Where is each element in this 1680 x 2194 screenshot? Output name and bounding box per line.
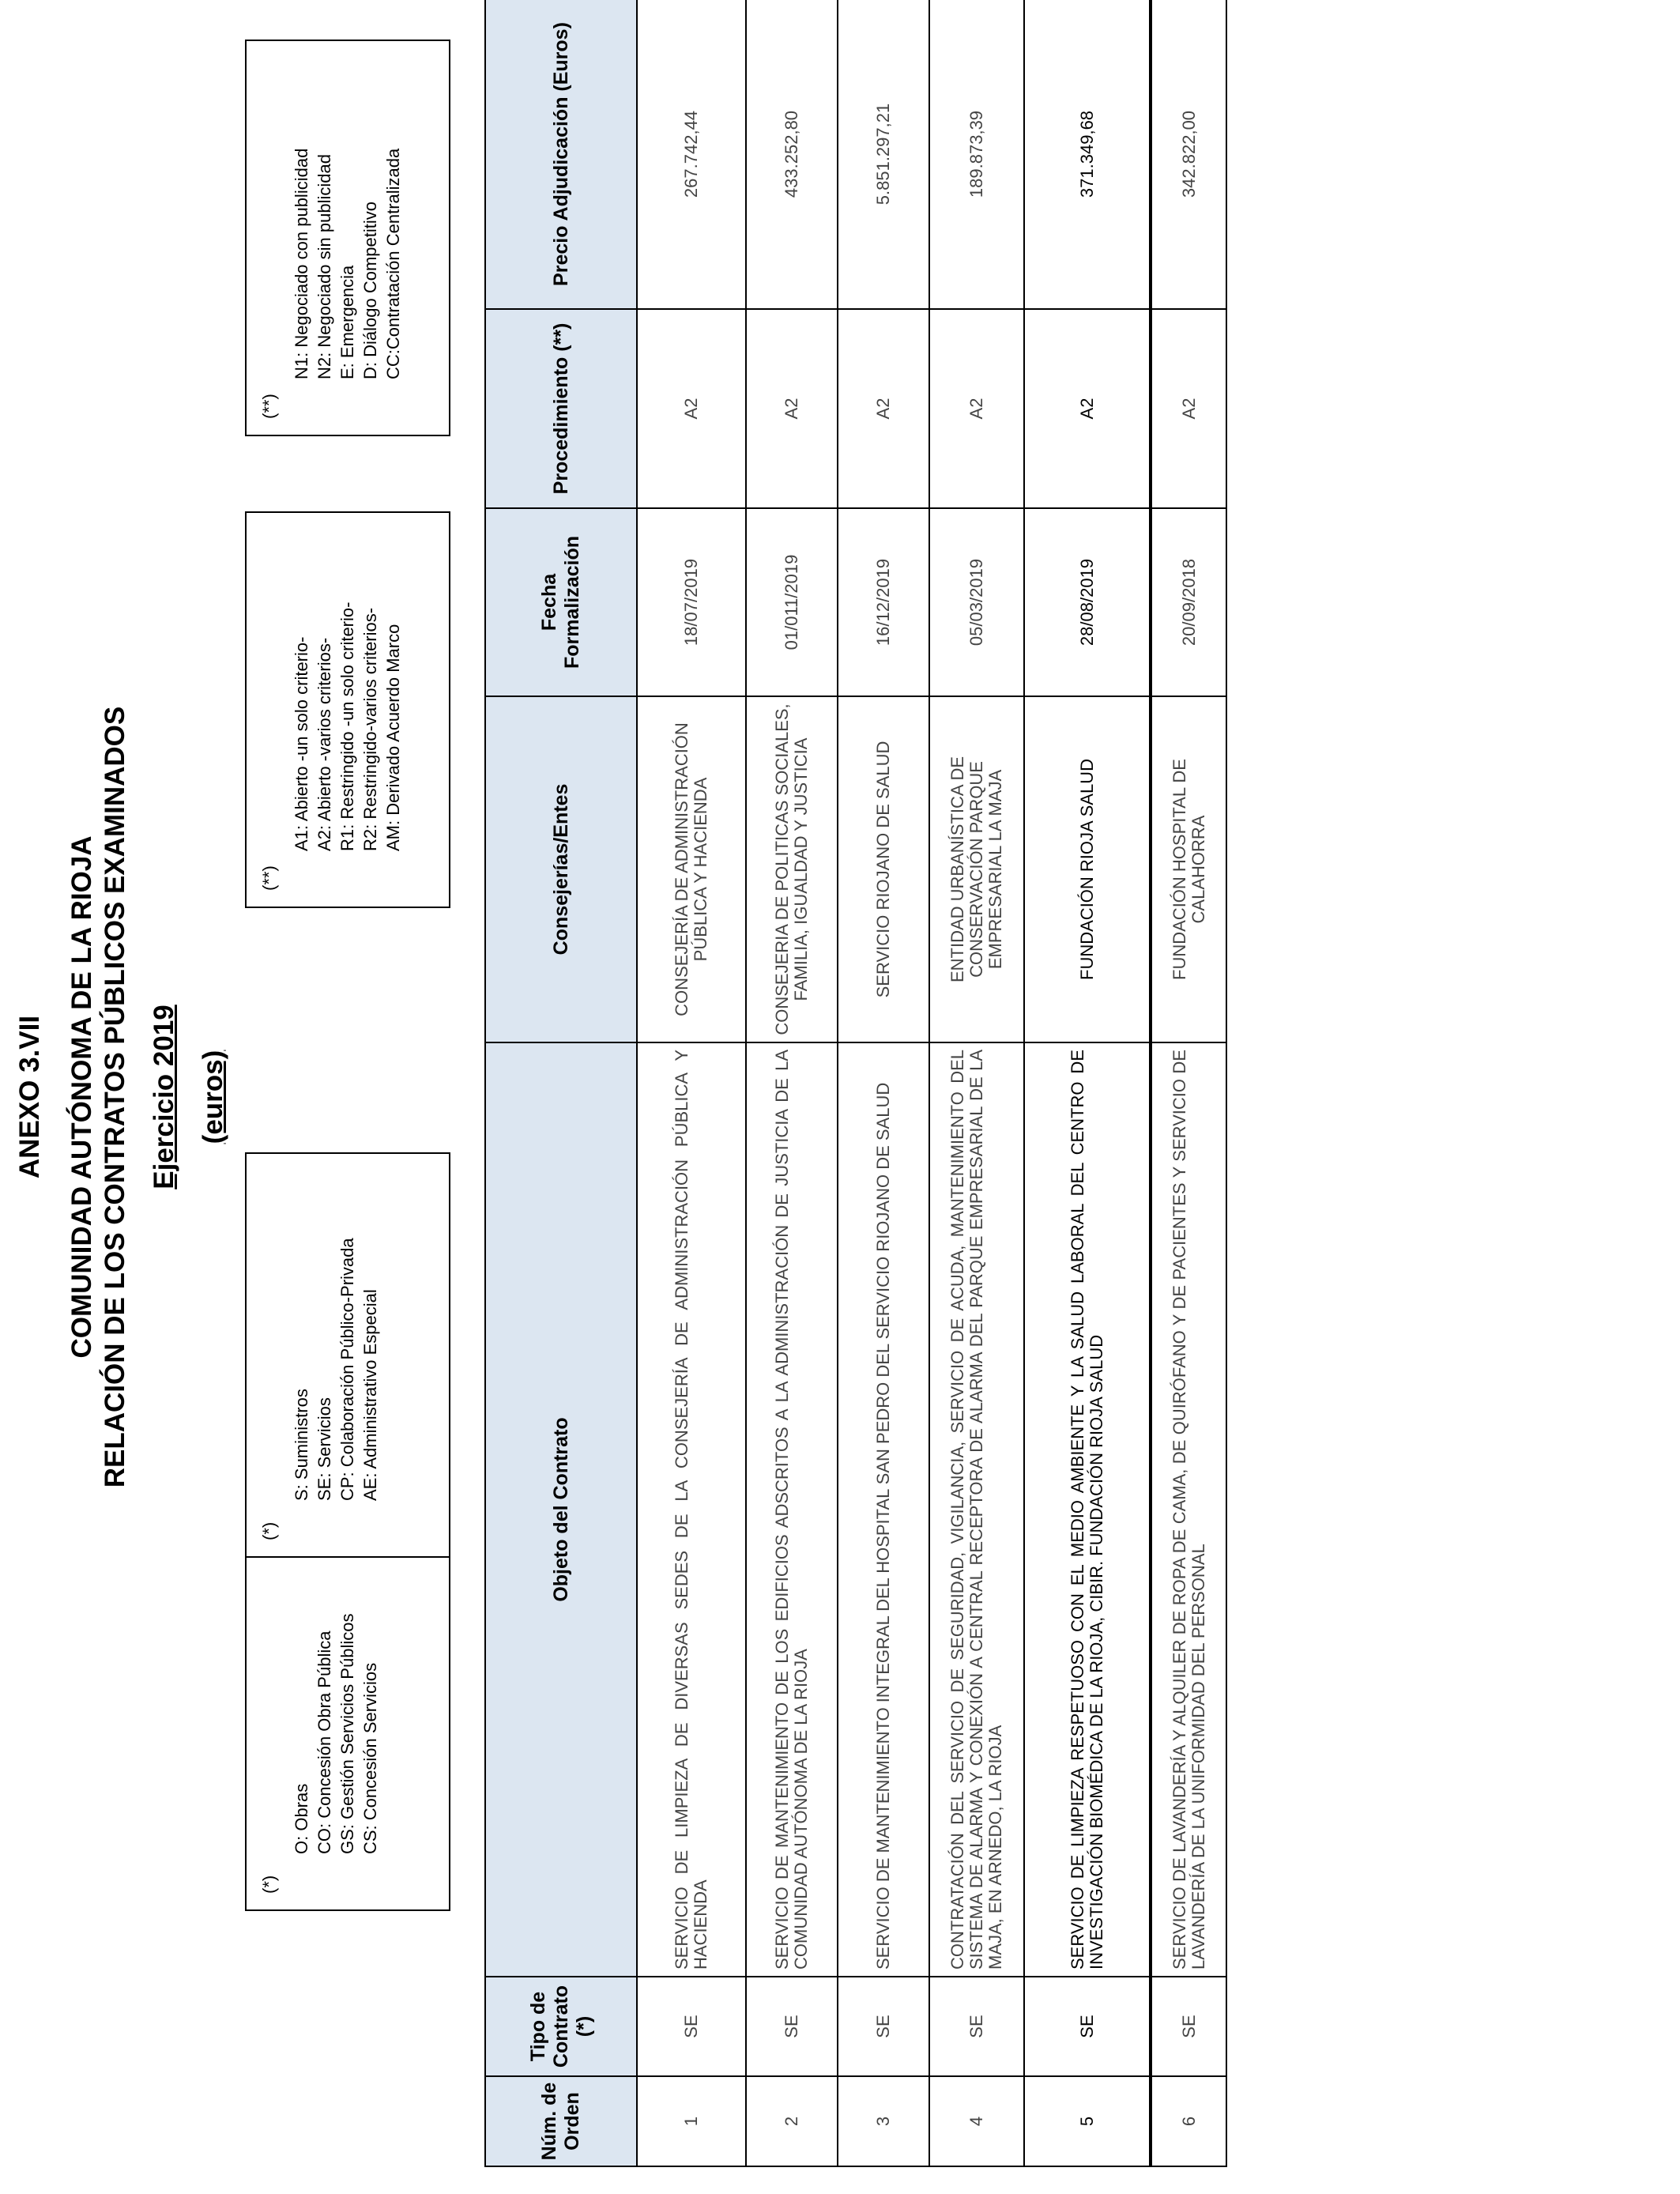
- fiscal-year: Ejercicio 2019: [149, 1005, 179, 1189]
- cell-date: 18/07/2019: [637, 508, 746, 696]
- legend-item: CO: Concesión Obra Pública: [315, 1630, 334, 1854]
- cell-type: SE: [746, 1977, 838, 2076]
- cell-date: 16/12/2019: [838, 508, 929, 696]
- header-date: Fecha Formalización: [485, 508, 637, 696]
- cell-num: 1: [637, 2076, 746, 2166]
- cell-object: SERVICIO DE LAVANDERÍA Y ALQUILER DE ROPA DE CAMA, DE QUIRÓFANO Y DE PACIENTES Y SERVICIO DE LAVANDERÍA DE LA UNIFORMIDAD DEL PERSONAL: [1151, 1042, 1226, 1977]
- cell-object: SERVICIO DE LIMPIEZA DE DIVERSAS SEDES DE LA CONSEJERÍA DE ADMINISTRACIÓN PÚBLICA Y HACIENDA: [637, 1042, 746, 1977]
- cell-procedure: A2: [838, 309, 929, 508]
- legend-marker: (*): [259, 1521, 279, 1540]
- table-row: [1151, 0, 1226, 2166]
- legend-marker: (**): [259, 865, 279, 891]
- cell-procedure: A2: [1024, 309, 1151, 508]
- table-row: [637, 0, 746, 2166]
- cell-entity: ENTIDAD URBANÍSTICA DE CONSERVACIÓN PARQUE EMPRESARIAL LA MAJA: [929, 696, 1024, 1042]
- cell-procedure: A2: [746, 309, 838, 508]
- legend-contract-types-2: [245, 1152, 450, 1558]
- cell-date: 20/09/2018: [1151, 508, 1226, 696]
- cell-type: SE: [637, 1977, 746, 2076]
- legend-item: D: Diálogo Competitivo: [360, 202, 380, 379]
- legend-item: R2: Restringido-varios criterios-: [360, 607, 380, 851]
- cell-procedure: A2: [929, 309, 1024, 508]
- legend-item: GS: Gestión Servicios Públicos: [337, 1613, 357, 1854]
- legend-item: A1: Abierto -un solo criterio-: [292, 636, 311, 851]
- header-type: Tipo de Contrato (*): [485, 1977, 637, 2076]
- table-row: [838, 0, 929, 2166]
- cell-type: SE: [1024, 1977, 1151, 2076]
- cell-object: SERVICIO DE MANTENIMIENTO INTEGRAL DEL HOSPITAL SAN PEDRO DEL SERVICIO RIOJANO DE SALUD: [838, 1042, 929, 1977]
- cell-entity: CONSEJERÍA DE ADMINISTRACIÓN PÚBLICA Y HACIENDA: [637, 696, 746, 1042]
- cell-date: 28/08/2019: [1024, 508, 1151, 696]
- legend-item: CS: Concesión Servicios: [360, 1662, 380, 1854]
- cell-procedure: A2: [637, 309, 746, 508]
- legend-item: N2: Negociado sin publicidad: [315, 154, 334, 379]
- legend-item: CC:Contratación Centralizada: [383, 148, 403, 379]
- cell-price: 189.873,39: [929, 0, 1024, 309]
- legend-item: N1: Negociado con publicidad: [292, 148, 311, 379]
- cell-object: SERVICIO DE LIMPIEZA RESPETUOSO CON EL MEDIO AMBIENTE Y LA SALUD LABORAL DEL CENTRO DE INVESTIGACIÓN BIOMÉDICA DE LA RIOJA, CIBIR. FUNDACIÓN RIOJA SALUD: [1024, 1042, 1151, 1977]
- cell-num: 4: [929, 2076, 1024, 2166]
- report-title: RELACIÓN DE LOS CONTRATOS PÚBLICOS EXAMINADOS: [100, 706, 130, 1488]
- cell-type: SE: [1151, 1977, 1226, 2076]
- legend-item: SE: Servicios: [315, 1397, 334, 1501]
- cell-price: 342.822,00: [1151, 0, 1226, 309]
- table-row: [1024, 0, 1151, 2166]
- region-title: COMUNIDAD AUTÓNOMA DE LA RIOJA: [66, 835, 97, 1359]
- legend-item: E: Emergencia: [337, 265, 357, 379]
- cell-entity: SERVICIO RIOJANO DE SALUD: [838, 696, 929, 1042]
- cell-object: CONTRATACIÓN DEL SERVICIO DE SEGURIDAD, VIGILANCIA, SERVICIO DE ACUDA, MANTENIMIENTO DEL SISTEMA DE ALARMA Y CONEXIÓN A CENTRAL RECEPTORA DE ALARMA DEL PARQUE EMPRESARIAL DE LA MAJA, EN ARNEDO, LA RIOJA: [929, 1042, 1024, 1977]
- legend-item: AM: Derivado Acuerdo Marco: [383, 624, 403, 851]
- cell-procedure: A2: [1151, 309, 1226, 508]
- cell-object: SERVICIO DE MANTENIMIENTO DE LOS EDIFICIOS ADSCRITOS A LA ADMINISTRACIÓN DE JUSTICIA DE LA COMUNIDAD AUTÓNOMA DE LA RIOJA: [746, 1042, 838, 1977]
- header-price: Precio Adjudicación (Euros): [485, 0, 637, 309]
- table-row: [929, 0, 1024, 2166]
- cell-type: SE: [929, 1977, 1024, 2076]
- legend-item: A2: Abierto -varios criterios-: [315, 637, 334, 851]
- cell-date: 01/011/2019: [746, 508, 838, 696]
- legend-item: R1: Restringido -un solo criterio-: [337, 601, 357, 851]
- cell-entity: FUNDACIÓN RIOJA SALUD: [1024, 696, 1151, 1042]
- legend-item: CP: Colaboración Público-Privada: [337, 1238, 357, 1501]
- annex-label: ANEXO 3.VII: [14, 1015, 45, 1179]
- header-entity: Consejerías/Entes: [485, 696, 637, 1042]
- cell-date: 05/03/2019: [929, 508, 1024, 696]
- legend-procedures-1: [245, 511, 450, 908]
- cell-price: 5.851.297,21: [838, 0, 929, 309]
- cell-price: 267.742,44: [637, 0, 746, 309]
- legend-marker: (*): [259, 1875, 279, 1894]
- table-row: [746, 0, 838, 2166]
- header-procedure: Procedimiento (**): [485, 309, 637, 508]
- legend-item: O: Obras: [292, 1783, 311, 1854]
- table-header-row: [485, 0, 637, 2166]
- cell-num: 3: [838, 2076, 929, 2166]
- legend-marker: (**): [259, 394, 279, 419]
- header-object: Objeto del Contrato: [485, 1042, 637, 1977]
- cell-entity: FUNDACIÓN HOSPITAL DE CALAHORRA: [1151, 696, 1226, 1042]
- legend-procedures-2: [245, 40, 450, 436]
- cell-price: 433.252,80: [746, 0, 838, 309]
- cell-price: 371.349,68: [1024, 0, 1151, 309]
- cell-type: SE: [838, 1977, 929, 2076]
- cell-num: 6: [1151, 2076, 1226, 2166]
- header-num: Núm. de Orden: [485, 2076, 637, 2166]
- cell-num: 2: [746, 2076, 838, 2166]
- legend-item: S: Suministros: [292, 1389, 311, 1501]
- currency-label: (euros): [198, 1050, 228, 1144]
- cell-entity: CONSEJERIA DE POLITICAS SOCIALES, FAMILIA, IGUALDAD Y JUSTICIA: [746, 696, 838, 1042]
- legend-item: AE: Administrativo Especial: [360, 1289, 380, 1501]
- legend-contract-types-1: [245, 1506, 450, 1911]
- contracts-table: [484, 0, 1227, 2167]
- cell-num: 5: [1024, 2076, 1151, 2166]
